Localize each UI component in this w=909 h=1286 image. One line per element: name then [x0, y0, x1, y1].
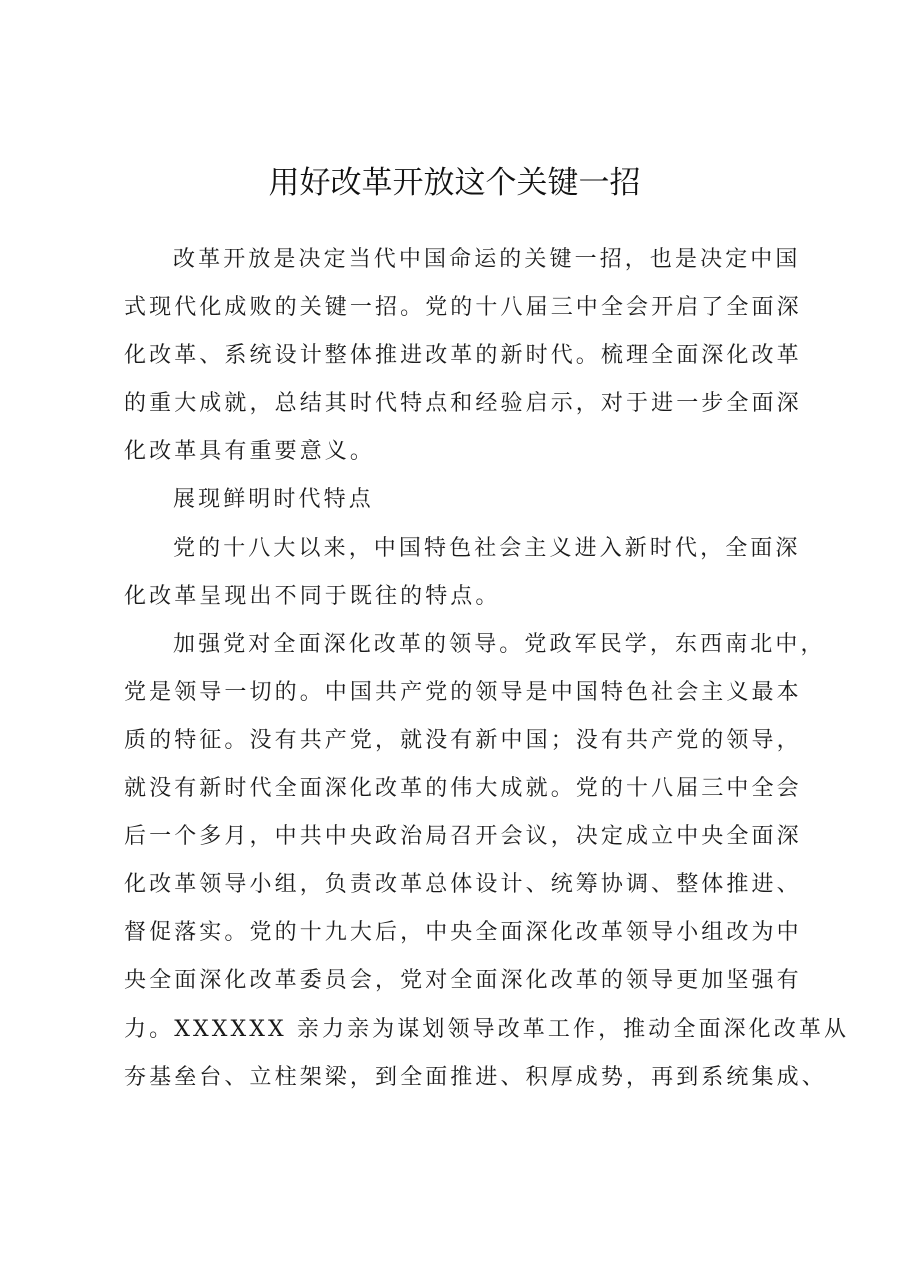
text-line: 后一个多月，中共中央政治局召开会议，决定成立中央全面深	[124, 824, 802, 850]
text-line: 化改革、系统设计整体推进改革的新时代。梳理全面深化改革	[124, 343, 802, 369]
document-body	[124, 236, 850, 1102]
text-line: 夯基垒台、立柱架梁，到全面推进、积厚成势，再到系统集成、	[124, 1064, 827, 1090]
text-line: 督促落实。党的十九大后，中央全面深化改革领导小组改为中	[124, 920, 802, 946]
text-line: 质的特征。没有共产党，就没有新中国；没有共产党的领导，	[124, 727, 802, 753]
text-line: 化改革领导小组，负责改革总体设计、统筹协调、整体推进、	[124, 872, 802, 898]
document-title: 用好改革开放这个关键一招	[268, 165, 641, 201]
text-line: 的重大成就，总结其时代特点和经验启示，对于进一步全面深	[124, 391, 802, 417]
text-line: 党是领导一切的。中国共产党的领导是中国特色社会主义最本	[124, 679, 802, 705]
text-line: 加强党对全面深化改革的领导。党政军民学，东西南北中，	[173, 631, 826, 657]
text-line: 展现鲜明时代特点	[173, 487, 374, 513]
text-line: 就没有新时代全面深化改革的伟大成就。党的十八届三中全会	[124, 776, 802, 802]
text-line: 央全面深化改革委员会，党对全面深化改革的领导更加坚强有	[124, 968, 802, 994]
text-line: 化改革呈现出不同于既往的特点。	[124, 583, 501, 609]
text-line: 化改革具有重要意义。	[124, 439, 376, 465]
text-line: 改革开放是决定当代中国命运的关键一招，也是决定中国	[173, 247, 801, 272]
text-line: 党的十八大以来，中国特色社会主义进入新时代，全面深	[173, 535, 801, 561]
text-line: 力。XXXXXX 亲力亲为谋划领导改革工作，推动全面深化改革从	[124, 1016, 850, 1042]
text-line: 式现代化成败的关键一招。党的十八届三中全会开启了全面深	[124, 295, 802, 321]
